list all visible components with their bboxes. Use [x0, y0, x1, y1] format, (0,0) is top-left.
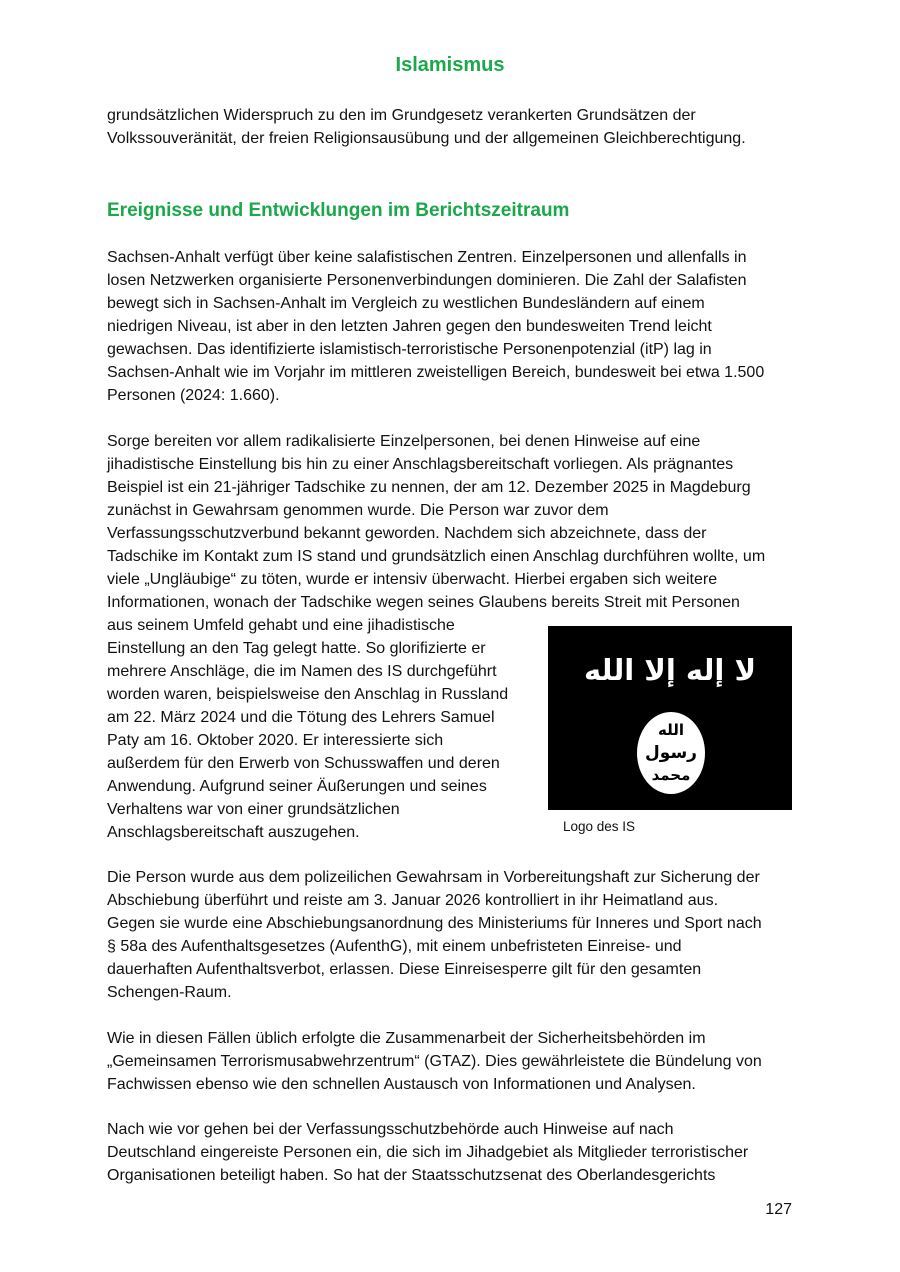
text-line: Sachsen-Anhalt wie im Vorjahr im mittleren zweistelligen Bereich, bundesweit bei etwa 1.500 — [107, 364, 765, 381]
text-line: Tadschike im Kontakt zum IS stand und grundsätzlich einen Anschlag durchführen wollte, um — [107, 548, 766, 565]
text-line: gewachsen. Das identifizierte islamistisch-terroristische Personenpotenzial (itP) lag in — [107, 341, 712, 358]
text-line: grundsätzlichen Widerspruch zu den im Grundgesetz verankerten Grundsätzen der — [107, 107, 696, 124]
flag-graphic — [548, 626, 792, 810]
intro-paragraph — [107, 104, 797, 150]
figure-caption: Logo des IS — [563, 819, 636, 834]
text-line: aus seinem Umfeld gehabt und eine jihadistische — [107, 617, 455, 634]
text-line: „Gemeinsamen Terrorismusabwehrzentrum“ (GTAZ). Dies gewährleistete die Bündelung von — [107, 1053, 762, 1070]
text-line: Gegen sie wurde eine Abschiebungsanordnung des Ministeriums für Inneres und Sport nach — [107, 915, 762, 932]
text-line: Die Person wurde aus dem polizeilichen Gewahrsam in Vorbereitungshaft zur Sicherung der — [107, 869, 760, 886]
is-logo-image — [548, 626, 792, 810]
seal-text-line: محمد — [651, 766, 691, 784]
text-line: Beispiel ist ein 21-jähriger Tadschike zu nennen, der am 12. Dezember 2025 in Magdeburg — [107, 479, 751, 496]
text-line: § 58a des Aufenthaltsgesetzes (AufenthG), mit einem unbefristeten Einreise- und — [107, 938, 682, 955]
text-line: Paty am 16. Oktober 2020. Er interessierte sich — [107, 732, 444, 749]
text-line: jihadistische Einstellung bis hin zu einer Anschlagsbereitschaft vorliegen. Als prägnantes — [107, 456, 734, 473]
text-line: Sorge bereiten vor allem radikalisierte Einzelpersonen, bei denen Hinweise auf eine — [107, 433, 701, 450]
seal-text-line: رسول — [645, 743, 697, 763]
flag-inscription: لا إله إلا الله — [583, 653, 757, 687]
text-line: Deutschland eingereiste Personen ein, die sich im Jihadgebiet als Mitglieder terroristischer — [107, 1144, 749, 1161]
text-line: Organisationen beteiligt haben. So hat der Staatsschutzsenat des Oberlandesgerichts — [107, 1167, 716, 1184]
seal-text-line: الله — [658, 721, 684, 739]
section-heading: Ereignisse und Entwicklungen im Berichtszeitraum — [107, 200, 570, 221]
paragraph-deportation — [107, 866, 797, 1004]
text-line: Informationen, wonach der Tadschike wegen seines Glaubens bereits Streit mit Personen — [107, 594, 740, 611]
text-line: Verhaltens war von einer grundsätzlichen — [107, 801, 400, 818]
text-line: Wie in diesen Fällen üblich erfolgte die Zusammenarbeit der Sicherheitsbehörden im — [107, 1030, 706, 1047]
text-line: Verfassungsschutzverbund bekannt geworden. Nachdem sich abzeichnete, dass der — [107, 525, 707, 542]
text-line: Fachwissen ebenso wie den schnellen Austausch von Informationen und Analysen. — [107, 1076, 696, 1093]
text-line: worden waren, beispielsweise den Anschlag in Russland — [107, 686, 509, 703]
text-line: Abschiebung überführt und reiste am 3. Januar 2026 kontrolliert in ihr Heimatland aus. — [107, 892, 719, 909]
text-line: dauerhaften Aufenthaltsverbot, erlassen. Diese Einreisesperre gilt für den gesamten — [107, 961, 702, 978]
text-line: losen Netzwerken organisierte Personenverbindungen dominieren. Die Zahl der Salafisten — [107, 272, 747, 289]
page-title: Islamismus — [395, 54, 505, 76]
page-number: 127 — [765, 1201, 792, 1218]
text-line: zunächst in Gewahrsam genommen wurde. Die Person war zuvor dem — [107, 502, 609, 519]
paragraph-salafist-scene — [107, 246, 797, 407]
text-line: niedrigen Niveau, ist aber in den letzten Jahren gegen den bundesweiten Trend leicht — [107, 318, 712, 335]
text-line: Personen (2024: 1.660). — [107, 387, 280, 404]
text-line: Sachsen-Anhalt verfügt über keine salafistischen Zentren. Einzelpersonen und allenfalls in — [107, 249, 747, 266]
text-line: Volkssouveränität, der freien Religionsausübung und der allgemeinen Gleichberechtigung. — [107, 130, 746, 147]
text-line: mehrere Anschläge, die im Namen des IS durchgeführt — [107, 663, 497, 680]
paragraph-returnees — [107, 1118, 797, 1187]
text-line: am 22. März 2024 und die Tötung des Lehrers Samuel — [107, 709, 495, 726]
text-line: bewegt sich in Sachsen-Anhalt im Vergleich zu westlichen Bundesländern auf einem — [107, 295, 705, 312]
text-line: Nach wie vor gehen bei der Verfassungsschutzbehörde auch Hinweise auf nach — [107, 1121, 674, 1138]
text-line: Anschlagsbereitschaft auszugehen. — [107, 824, 360, 841]
paragraph-gtaz — [107, 1027, 797, 1096]
text-line: Einstellung an den Tag gelegt hatte. So glorifizierte er — [107, 640, 486, 657]
text-line: Anwendung. Aufgrund seiner Äußerungen und seines — [107, 778, 487, 795]
text-line: Schengen-Raum. — [107, 984, 232, 1001]
text-line: außerdem für den Erwerb von Schusswaffen und deren — [107, 755, 500, 772]
text-line: viele „Ungläubige“ zu töten, wurde er intensiv überwacht. Hierbei ergaben sich weitere — [107, 571, 718, 588]
